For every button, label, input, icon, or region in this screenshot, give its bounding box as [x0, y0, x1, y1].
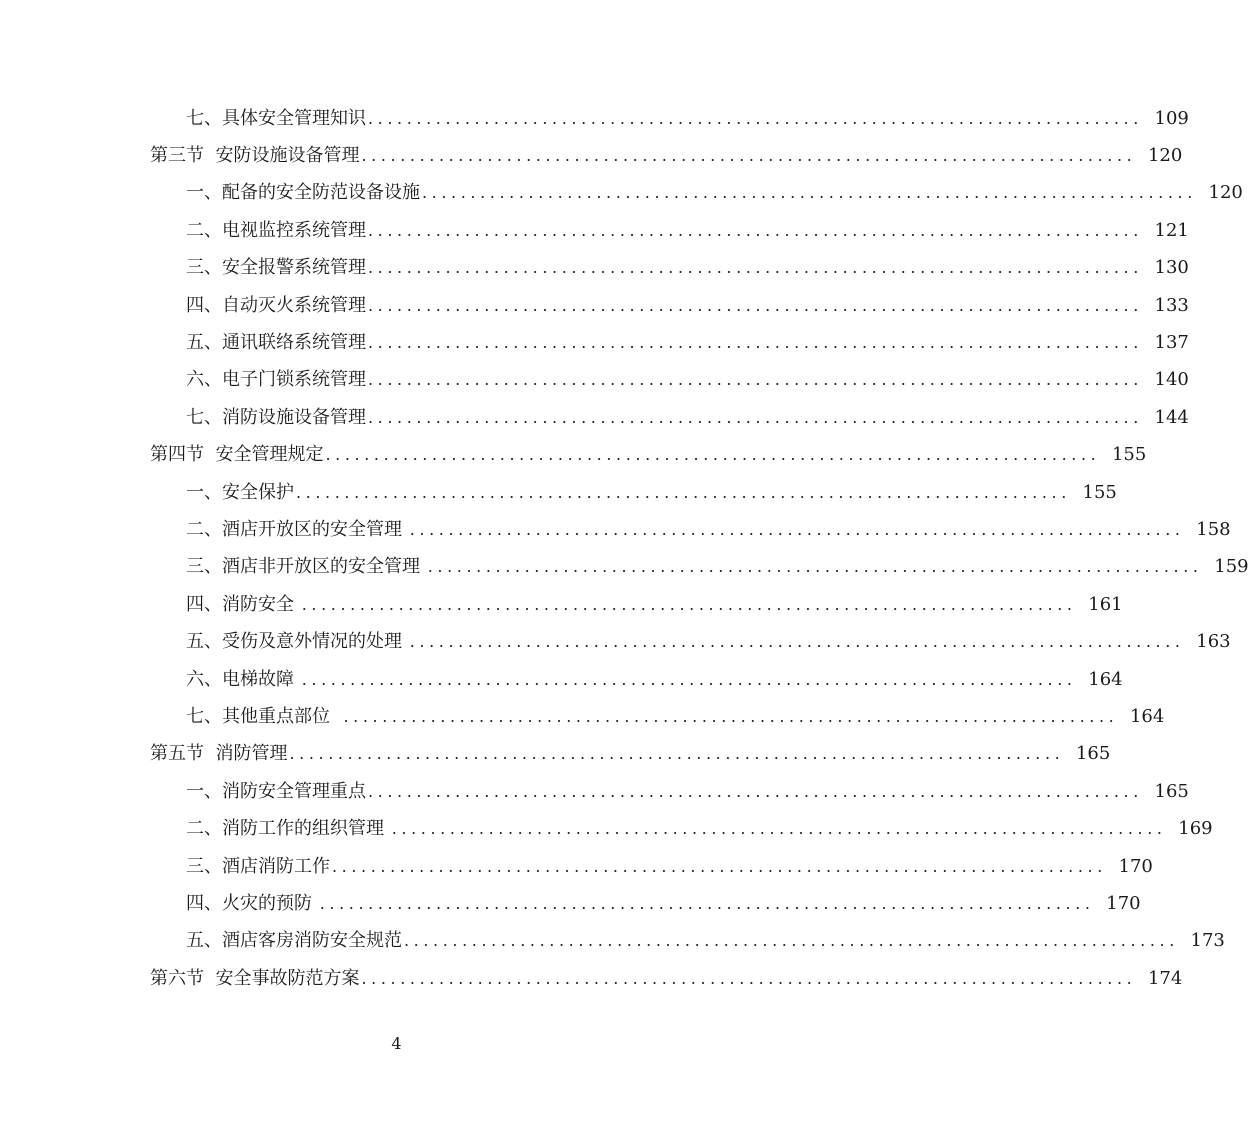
toc-entry-title: 五、通讯联络系统管理	[186, 332, 366, 354]
toc-entry-page: 130	[1154, 257, 1189, 279]
dot-leader: ................................................................................	[422, 183, 1197, 203]
toc-entry-title: 第五节 消防管理	[150, 743, 288, 765]
toc-entry-title: 二、消防工作的组织管理	[186, 818, 390, 840]
toc-entry[interactable]	[0, 212, 1189, 249]
toc-entry-title: 六、电子门锁系统管理	[186, 369, 366, 391]
toc-entry[interactable]	[0, 661, 1123, 698]
toc-entry-title: 四、火灾的预防	[186, 892, 318, 914]
toc-entry-title: 第四节 安全管理规定	[150, 444, 324, 466]
toc-entry[interactable]	[0, 137, 1183, 174]
toc-entry[interactable]	[0, 362, 1189, 399]
toc-entry[interactable]	[0, 324, 1189, 361]
toc-entry-page: 174	[1147, 967, 1183, 989]
toc-entry[interactable]	[0, 586, 1123, 623]
dot-leader: ................................................................................	[391, 819, 1167, 839]
toc-entry-page: 173	[1190, 930, 1225, 952]
toc-entry-title: 一、安全保护	[186, 481, 294, 503]
toc-entry-page: 133	[1154, 294, 1189, 316]
toc-entry-page: 120	[1147, 145, 1183, 167]
toc-entry-title: 五、酒店客房消防安全规范	[186, 930, 402, 952]
toc-entry-page: 170	[1106, 892, 1141, 914]
toc-entry-title: 一、配备的安全防范设备设施	[186, 182, 420, 204]
dot-leader: ................................................................................	[368, 370, 1143, 390]
page-number: 4	[391, 1034, 402, 1053]
dot-leader: ................................................................................	[409, 519, 1185, 539]
toc-entry-title: 三、酒店消防工作	[186, 855, 330, 877]
toc-entry-title: 三、安全报警系统管理	[186, 257, 366, 279]
toc-entry[interactable]	[0, 923, 1225, 960]
dot-leader: ................................................................................	[368, 407, 1143, 427]
toc-entry-page: 144	[1154, 406, 1189, 428]
dot-leader: ................................................................................	[368, 333, 1143, 353]
dot-leader: ................................................................................	[301, 594, 1077, 614]
toc-entry-page: 165	[1154, 780, 1189, 802]
toc-entry[interactable]	[0, 960, 1183, 997]
dot-leader: ................................................................................	[368, 220, 1143, 240]
dot-leader: ................................................................................	[325, 445, 1101, 465]
toc-entry-page: 155	[1111, 444, 1147, 466]
toc-entry[interactable]	[0, 287, 1189, 324]
toc-entry[interactable]	[0, 100, 1189, 137]
toc-entry[interactable]	[0, 885, 1141, 922]
toc-entry[interactable]	[0, 437, 1147, 474]
table-of-contents	[0, 100, 1249, 997]
toc-entry[interactable]	[0, 511, 1231, 548]
toc-entry[interactable]	[0, 549, 1249, 586]
toc-entry-page: 137	[1154, 332, 1189, 354]
toc-entry-page: 164	[1129, 705, 1165, 727]
dot-leader: ................................................................................	[361, 968, 1137, 988]
toc-entry-title: 二、酒店开放区的安全管理	[186, 518, 408, 540]
toc-entry-page: 120	[1208, 182, 1243, 204]
dot-leader: ................................................................................	[409, 632, 1185, 652]
toc-entry-title: 第三节 安防设施设备管理	[150, 145, 360, 167]
dot-leader: ................................................................................	[361, 146, 1137, 166]
toc-entry-title: 一、消防安全管理重点	[186, 780, 366, 802]
toc-entry[interactable]	[0, 250, 1189, 287]
dot-leader: ................................................................................	[296, 482, 1071, 502]
dot-leader: ................................................................................	[368, 781, 1143, 801]
dot-leader: ................................................................................	[343, 706, 1119, 726]
toc-entry-page: 169	[1178, 818, 1213, 840]
toc-entry-page: 161	[1088, 593, 1123, 615]
toc-entry-page: 158	[1196, 518, 1231, 540]
toc-entry-page: 109	[1154, 107, 1189, 129]
toc-entry-title: 第六节 安全事故防范方案	[150, 967, 360, 989]
toc-entry-page: 159	[1214, 556, 1249, 578]
toc-entry[interactable]	[0, 736, 1111, 773]
toc-entry[interactable]	[0, 399, 1189, 436]
toc-entry-title: 四、自动灭火系统管理	[186, 294, 366, 316]
dot-leader: ................................................................................	[301, 669, 1077, 689]
dot-leader: ................................................................................	[319, 893, 1095, 913]
toc-entry[interactable]	[0, 698, 1165, 735]
toc-entry[interactable]	[0, 474, 1117, 511]
toc-entry-title: 七、其他重点部位	[186, 705, 342, 727]
toc-entry-page: 165	[1075, 743, 1111, 765]
dot-leader: ................................................................................	[427, 557, 1203, 577]
toc-entry[interactable]	[0, 773, 1189, 810]
dot-leader: ................................................................................	[368, 258, 1143, 278]
toc-entry-title: 六、电梯故障	[186, 668, 300, 690]
toc-entry[interactable]	[0, 810, 1213, 847]
toc-entry-title: 七、消防设施设备管理	[186, 406, 366, 428]
toc-entry-title: 三、酒店非开放区的安全管理	[186, 556, 426, 578]
toc-entry-title: 四、消防安全	[186, 593, 300, 615]
dot-leader: ................................................................................	[289, 744, 1065, 764]
toc-entry[interactable]	[0, 175, 1243, 212]
toc-entry-page: 121	[1154, 219, 1189, 241]
toc-entry-page: 170	[1118, 855, 1153, 877]
toc-entry-page: 164	[1088, 668, 1123, 690]
toc-entry[interactable]	[0, 623, 1231, 660]
toc-entry-title: 七、具体安全管理知识	[186, 107, 366, 129]
dot-leader: ................................................................................	[404, 931, 1179, 951]
toc-entry[interactable]	[0, 848, 1153, 885]
toc-entry-title: 二、电视监控系统管理	[186, 219, 366, 241]
dot-leader: ................................................................................	[368, 108, 1143, 128]
toc-entry-page: 140	[1154, 369, 1189, 391]
toc-entry-page: 155	[1082, 481, 1117, 503]
toc-entry-page: 163	[1196, 631, 1231, 653]
dot-leader: ................................................................................	[368, 295, 1143, 315]
toc-entry-title: 五、受伤及意外情况的处理	[186, 631, 408, 653]
dot-leader: ................................................................................	[332, 856, 1107, 876]
